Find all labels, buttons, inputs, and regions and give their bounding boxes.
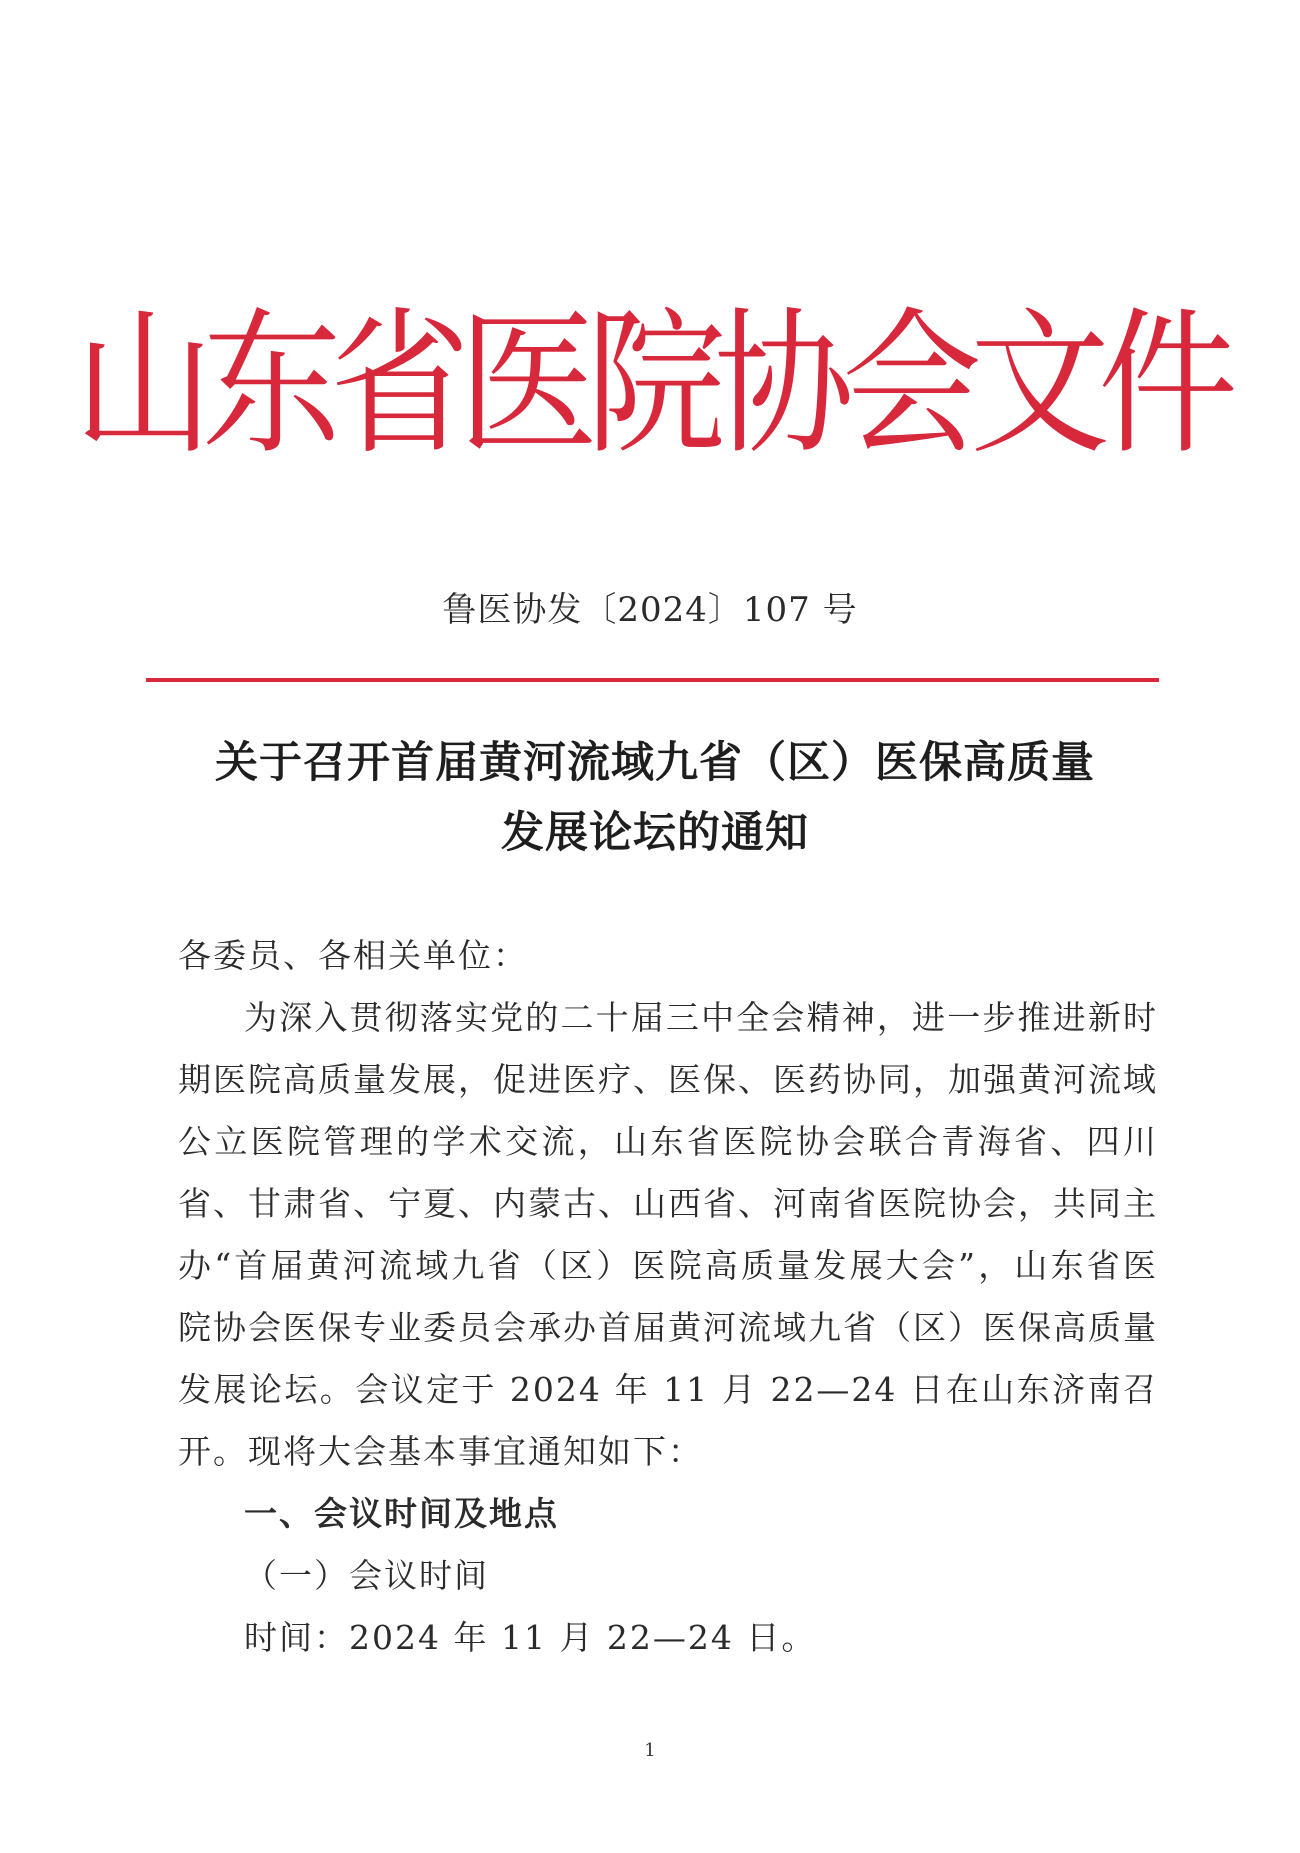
title-line-1: 关于召开首届黄河流域九省（区）医保高质量	[215, 738, 1095, 788]
meeting-time-line: 时间：2024 年 11 月 22—24 日。	[244, 1618, 817, 1657]
intro-paragraph: 为深入贯彻落实党的二十届三中全会精神，进一步推进新时期医院高质量发展，促进医疗、医保、医药协同，加强黄河流域公立医院管理的学术交流，山东省医院协会联合青海省、四川省、甘肃省、宁夏、内蒙古、山西省、河南省医院协会，共同主办“首届黄河流域九省（区）医院高质量发展大会”，山东省医院协会医保专业委员会承办首届黄河流域九省（区）医保高质量发展论坛。会议定于 2024 年 11 月 22—24 日在山东济南召开。现将大会基本事宜通知如下：	[178, 998, 1158, 1471]
document-masthead: 山东省医院协会文件	[73, 293, 1226, 477]
salutation: 各委员、各相关单位：	[178, 936, 528, 975]
page-number: 1	[644, 1740, 656, 1761]
document-number: 鲁医协发〔2024〕107 号	[442, 590, 858, 630]
document-body	[178, 925, 1158, 1669]
red-divider-line	[146, 678, 1159, 682]
subsection-heading-meeting-time: （一）会议时间	[244, 1556, 489, 1595]
section-heading-meeting-time-location: 一、会议时间及地点	[244, 1494, 559, 1533]
title-line-2: 发展论坛的通知	[501, 808, 809, 858]
document-title	[150, 728, 1160, 868]
